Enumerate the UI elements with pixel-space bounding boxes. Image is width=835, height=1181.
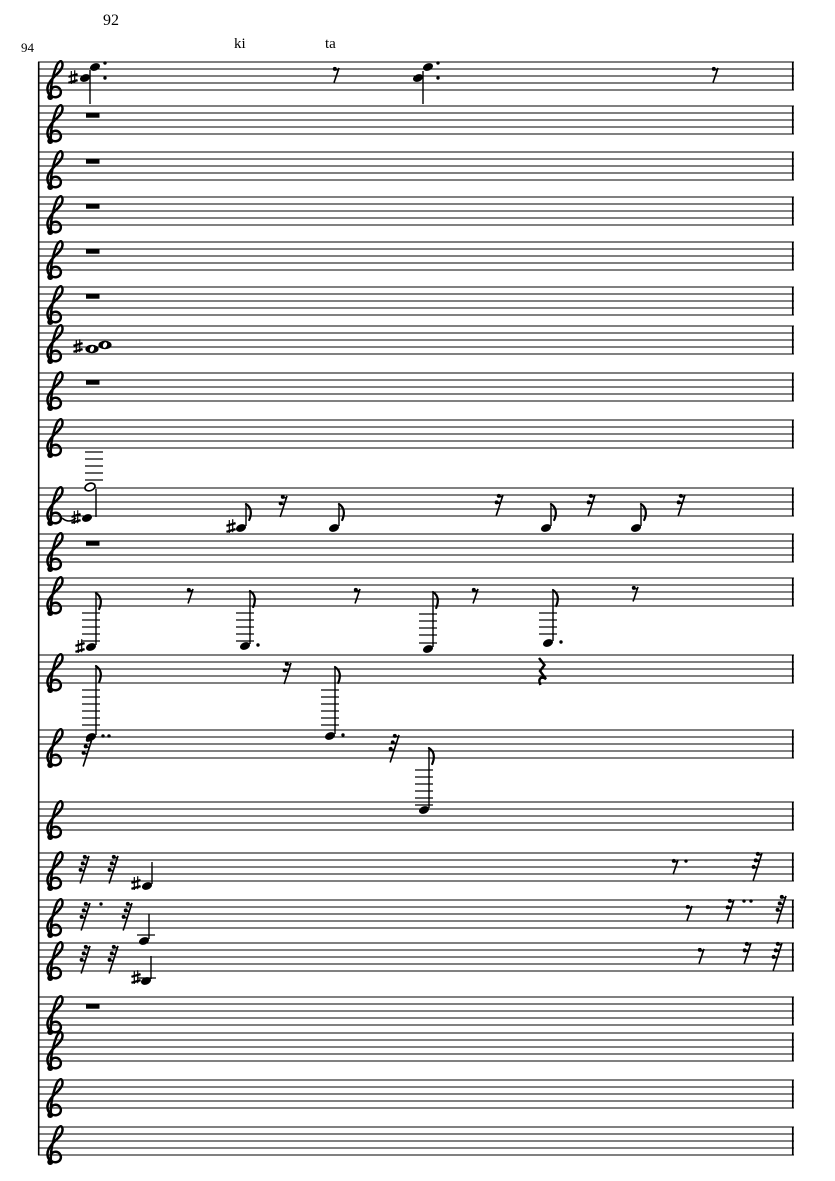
staff-3: [38, 151, 794, 190]
staff-9: [38, 419, 794, 458]
treble-clef-icon: [47, 286, 62, 325]
measure-number-94: 94: [21, 40, 34, 55]
treble-clef-icon: [47, 996, 62, 1035]
staff-16: [38, 852, 794, 891]
treble-clef-icon: [47, 419, 62, 458]
staff-22: [38, 1126, 794, 1165]
staff-18: [38, 942, 794, 986]
treble-clef-icon: [47, 533, 62, 572]
treble-clef-icon: [47, 487, 62, 526]
treble-clef-icon: [47, 1079, 62, 1118]
measure-number-92: 92: [103, 12, 119, 29]
staff-12: [38, 577, 794, 654]
staff-5-notation: [86, 249, 100, 253]
staff-3-notation: [86, 159, 100, 163]
staff-16-notation: [79, 852, 762, 891]
staff-14-notation: [82, 734, 434, 815]
treble-clef-icon: [47, 61, 62, 100]
treble-clef-icon: [47, 577, 62, 616]
staff-12-notation: [75, 586, 638, 654]
treble-clef-icon: [47, 372, 62, 411]
treble-clef-icon: [47, 151, 62, 190]
staff-1: [38, 61, 794, 104]
treble-clef-icon: [47, 325, 62, 364]
staff-17: [38, 895, 794, 946]
staff-20: [38, 1032, 794, 1071]
treble-clef-icon: [47, 801, 62, 840]
staff-2-notation: [86, 113, 100, 117]
staff-11-notation: [86, 541, 100, 545]
treble-clef-icon: [47, 105, 62, 144]
staff-13: [38, 654, 794, 742]
staff-19: [38, 996, 794, 1035]
treble-clef-icon: [47, 1126, 62, 1165]
staff-6: [38, 286, 794, 325]
staff-7-notation: [73, 339, 111, 353]
staff-21: [38, 1079, 794, 1118]
treble-clef-icon: [47, 852, 62, 891]
treble-clef-icon: [47, 729, 62, 768]
staff-15: [38, 801, 794, 840]
staff-4: [38, 196, 794, 235]
staff-19-notation: [86, 1004, 100, 1008]
lyric-syllable-ta: ta: [325, 36, 336, 52]
staff-4-notation: [86, 204, 100, 208]
staff-10: [38, 452, 794, 533]
staff-8: [38, 372, 794, 411]
treble-clef-icon: [47, 942, 62, 981]
treble-clef-icon: [47, 1032, 62, 1071]
staff-10-notation: [62, 452, 685, 533]
treble-clef-icon: [47, 654, 62, 693]
staff-7: [38, 325, 794, 364]
treble-clef-icon: [47, 899, 62, 938]
treble-clef-icon: [47, 196, 62, 235]
staff-11: [38, 533, 794, 572]
staff-5: [38, 241, 794, 280]
lyric-syllable-ki: ki: [234, 36, 246, 52]
treble-clef-icon: [47, 241, 62, 280]
staff-6-notation: [86, 294, 100, 298]
staff-2: [38, 105, 794, 144]
staff-8-notation: [86, 380, 100, 384]
